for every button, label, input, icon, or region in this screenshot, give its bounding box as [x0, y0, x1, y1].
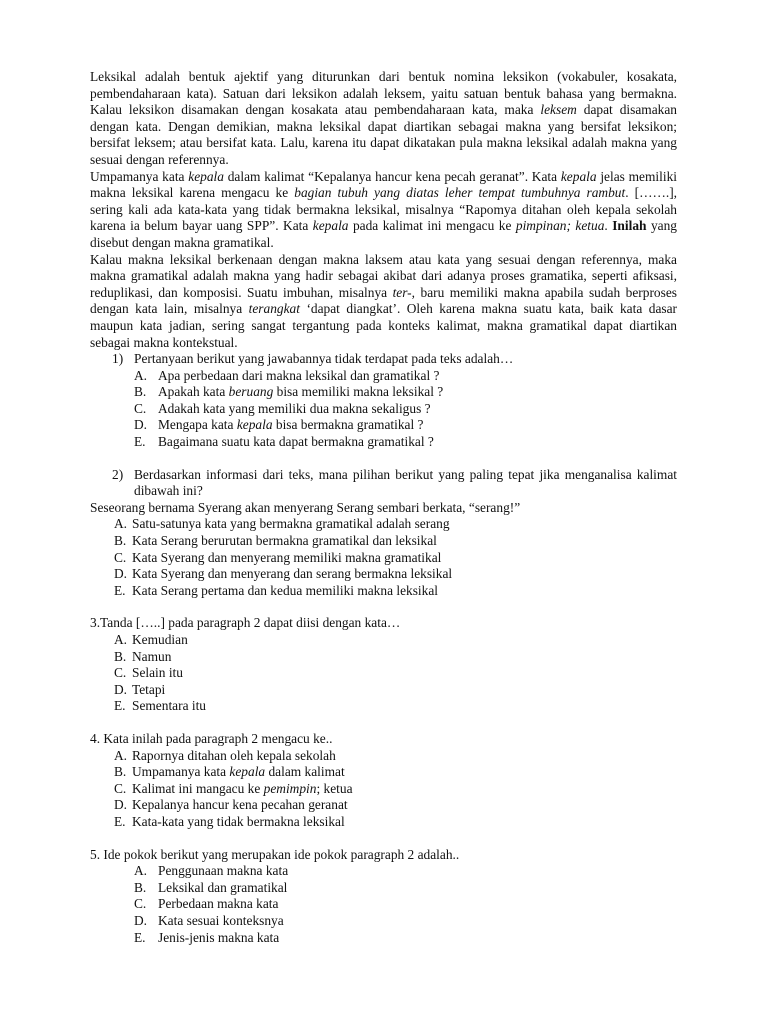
text-run: Kata Serang pertama dan kedua memiliki makna leksikal [132, 582, 439, 598]
answer-option [114, 781, 677, 798]
option-letter: C. [114, 549, 127, 565]
answer-option [114, 583, 677, 600]
text-run: Mengapa kata [158, 417, 237, 433]
option-letter: C. [114, 780, 127, 796]
option-text [132, 698, 206, 715]
option-text [132, 550, 441, 567]
answer-option [134, 896, 677, 913]
text-run: dalam kalimat “Kepalanya hancur kena pecah geranat”. Kata [223, 168, 561, 184]
text-run: dalam kalimat [265, 764, 345, 780]
option-text [158, 913, 284, 930]
option-text [132, 665, 183, 682]
question-3-text: 3.Tanda […..] pada paragraph 2 dapat diisi dengan kata… [90, 615, 401, 631]
answer-option [134, 434, 677, 451]
text-run: Kepalanya hancur kena pecahan geranat [132, 797, 348, 813]
text-run: jelas memiliki makna leksikal karena mengacu ke [90, 168, 677, 201]
text-run: Tetapi [132, 681, 166, 697]
text-run: Apa perbedaan dari makna leksikal dan gramatikal ? [158, 367, 440, 383]
text-run: Kata Syerang dan menyerang dan serang bermakna leksikal [132, 566, 453, 582]
answer-option [114, 566, 677, 583]
answer-option [134, 401, 677, 418]
text-run: Jenis-jenis makna kata [158, 929, 280, 945]
text-run: yang disebut dengan makna gramatikal. [90, 218, 677, 250]
italic-run: kepala [229, 764, 266, 780]
italic-run: beruang [228, 384, 274, 400]
text-run: Leksikal adalah bentuk ajektif yang diturunkan dari bentuk nomina leksikon (vokabuler, kosakata, pembendaharaan kata). Satuan dari leksikon adalah leksem, yaitu satuan bentuk bahasa yang bermakna. Kalau leksikon disamakan dengan kosakata atau pembendaharaan kata, maka [90, 69, 677, 118]
option-text [132, 632, 188, 649]
text-run: Kata sesuai konteksnya [158, 912, 284, 928]
text-run: Bagaimana suatu kata dapat bermakna gramatikal ? [158, 434, 434, 450]
question-number: 2) [112, 466, 124, 482]
option-letter: A. [114, 516, 128, 532]
italic-run: ter- [392, 284, 412, 300]
option-text [132, 781, 353, 798]
option-text [158, 417, 423, 434]
text-run: Rapornya ditahan oleh kepala sekolah [132, 747, 336, 763]
option-text [158, 434, 434, 451]
option-text [158, 880, 287, 897]
option-list [114, 748, 677, 831]
option-list [134, 863, 677, 946]
option-letter: B. [114, 533, 127, 549]
text-run: Sementara itu [132, 698, 206, 714]
answer-option [114, 533, 677, 550]
italic-run: pimpinan; ketua [515, 218, 605, 234]
text-run: Selain itu [132, 665, 183, 681]
option-text [132, 764, 345, 781]
option-text [158, 896, 278, 913]
option-letter: E. [134, 929, 146, 945]
option-letter: A. [134, 863, 148, 879]
option-letter: B. [134, 879, 147, 895]
text-run: Umpamanya kata [132, 764, 230, 780]
text-run: , baru memiliki makna apabila sudah berproses dengan kata lain, misalnya [90, 284, 677, 317]
italic-run: kepala [236, 417, 273, 433]
text-run: Penggunaan makna kata [158, 863, 289, 879]
text-run: Adakah kata yang memiliki dua makna sekaligus ? [158, 400, 431, 416]
option-list [134, 368, 677, 451]
option-letter: D. [134, 912, 148, 928]
option-text [158, 401, 431, 418]
answer-option [134, 880, 677, 897]
option-letter: C. [134, 896, 147, 912]
question-4-text: 4. Kata inilah pada paragraph 2 mengacu ke.. [90, 730, 333, 746]
option-text [158, 368, 439, 385]
answer-option [114, 550, 677, 567]
passage-paragraph-1 [90, 69, 677, 169]
option-text [132, 583, 438, 600]
answer-option [114, 698, 677, 715]
italic-run: kepala [560, 168, 597, 184]
option-text [158, 384, 443, 401]
text-run: Perbedaan makna kata [158, 896, 279, 912]
option-list [114, 516, 677, 599]
question-2 [112, 467, 677, 500]
option-text [132, 682, 165, 699]
answer-option [134, 417, 677, 434]
text-run: Leksikal dan gramatikal [158, 879, 288, 895]
answer-option [114, 748, 677, 765]
option-letter: B. [114, 764, 127, 780]
italic-run: kepala [312, 218, 349, 234]
option-text [132, 797, 348, 814]
option-text [132, 649, 171, 666]
question-text: Berdasarkan informasi dari teks, mana pilihan berikut yang paling tepat jika menganalisa kalimat dibawah ini? [134, 466, 677, 499]
answer-option [114, 516, 677, 533]
text-run: . [604, 218, 613, 234]
text-run: dapat disamakan dengan kata. Dengan demikian, makna leksikal dapat diartikan sebagai makna yang bersifat leksikon; bersifat leksem; atau bersifat kata. Lalu, karena itu dapat dikatakan pula makna leksikal adalah makna yang sesuai dengan referennya. [90, 102, 677, 167]
question-number: 1) [112, 351, 124, 367]
text-run: pada kalimat ini mengacu ke [348, 218, 516, 234]
answer-option [134, 930, 677, 947]
text-run: Umpamanya kata [90, 168, 189, 184]
answer-option [134, 384, 677, 401]
document-body [90, 69, 677, 946]
question-text: Pertanyaan berikut yang jawabannya tidak terdapat pada teks adalah… [134, 351, 514, 367]
option-text [158, 930, 279, 947]
answer-option [114, 797, 677, 814]
text-run: Kata Syerang dan menyerang memiliki makna gramatikal [132, 549, 442, 565]
text-run: ; ketua [316, 780, 353, 796]
option-letter: E. [114, 813, 126, 829]
option-letter: D. [114, 566, 128, 582]
option-letter: B. [134, 384, 147, 400]
option-text [158, 863, 288, 880]
text-run: . […….], sering kali ada kata-kata yang tidak bermakna leksikal, misalnya “Rapomya ditahan oleh kepala sekolah karena ia belum bayar uang SPP”. Kata [90, 185, 678, 234]
answer-option [134, 863, 677, 880]
passage-paragraph-2 [90, 169, 677, 252]
italic-run: leksem [540, 102, 577, 118]
question-5-text: 5. Ide pokok berikut yang merupakan ide pokok paragraph 2 adalah.. [90, 846, 460, 862]
answer-option [114, 682, 677, 699]
italic-run: terangkat [248, 301, 300, 317]
option-list [114, 632, 677, 715]
option-letter: A. [114, 747, 128, 763]
answer-option [114, 764, 677, 781]
option-text [132, 533, 437, 550]
option-letter: B. [114, 648, 127, 664]
option-letter: D. [114, 681, 128, 697]
option-letter: C. [134, 400, 147, 416]
text-run: Kalau makna leksikal berkenaan dengan makna laksem atau kata yang sesuai dengan referennya, maka makna gramatikal adalah makna yang hadir sebagai akibat dari adanya proses gramatika, seperti afiksasi, reduplikasi, dan komposisi. Suatu imbuhan, misalnya [90, 251, 677, 300]
italic-run: bagian tubuh yang diatas leher tempat tumbuhnya rambut [294, 185, 626, 201]
option-letter: D. [134, 417, 148, 433]
text-run: Apakah kata [158, 384, 229, 400]
text-run: Kalimat ini mangacu ke [132, 780, 264, 796]
passage-paragraph-3 [90, 252, 677, 352]
text-run: bisa bermakna gramatikal ? [272, 417, 424, 433]
text-run: Satu-satunya kata yang bermakna gramatikal adalah serang [132, 516, 450, 532]
answer-option [114, 814, 677, 831]
question-1 [112, 351, 677, 451]
option-letter: E. [134, 434, 146, 450]
option-letter: A. [134, 367, 148, 383]
bold-run: Inilah [612, 218, 647, 234]
option-letter: A. [114, 632, 128, 647]
answer-option [114, 632, 677, 649]
option-letter: C. [114, 665, 127, 681]
option-text [132, 748, 336, 765]
text-run: Kata Serang berurutan bermakna gramatikal dan leksikal [132, 533, 437, 549]
answer-option [114, 665, 677, 682]
text-run: Kemudian [132, 632, 188, 647]
answer-option [114, 649, 677, 666]
text-run: ‘dapat diangkat’. Oleh karena makna suatu kata, baik kata dasar maupun kata jadian, sering sangat tergantung pada konteks kalimat, makna gramatikal dapat diartikan sebagai makna kontekstual. [90, 301, 677, 350]
option-text [132, 814, 345, 831]
answer-option [134, 913, 677, 930]
text-run: bisa memiliki makna leksikal ? [273, 384, 444, 400]
italic-run: pemimpin [263, 780, 317, 796]
text-run: Namun [132, 648, 172, 664]
option-letter: E. [114, 582, 126, 598]
question-2-sentence: Seseorang bernama Syerang akan menyerang Serang sembari berkata, “serang!” [90, 499, 521, 515]
option-text [132, 516, 450, 533]
text-run: Kata-kata yang tidak bermakna leksikal [132, 813, 345, 829]
answer-option [134, 368, 677, 385]
option-text [132, 566, 452, 583]
italic-run: kepala [188, 168, 224, 184]
option-letter: E. [114, 698, 126, 714]
option-letter: D. [114, 797, 128, 813]
